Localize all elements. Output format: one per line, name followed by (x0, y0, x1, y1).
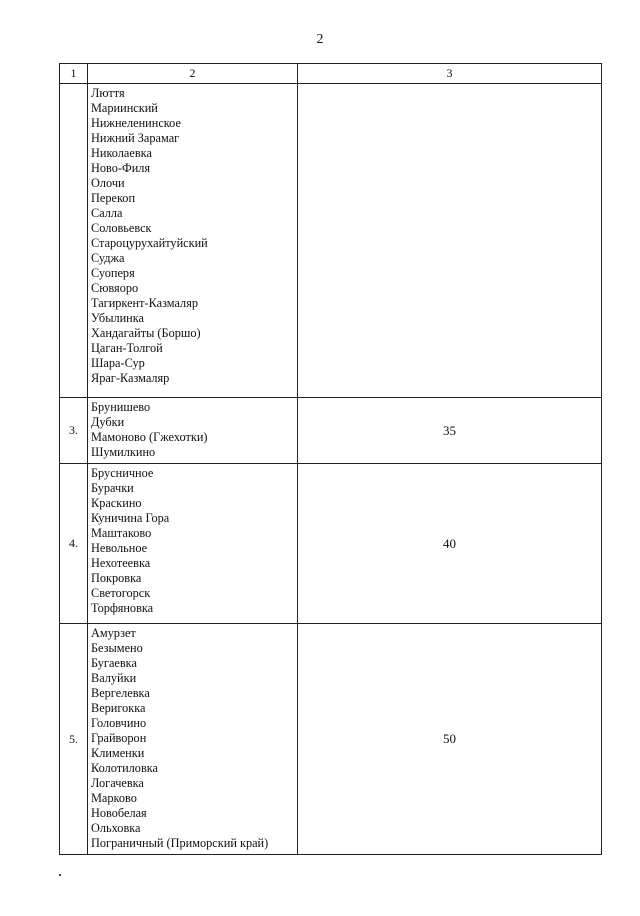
list-item: Хандагайты (Боршо) (91, 326, 201, 340)
list-item: Пограничный (Приморский край) (91, 836, 269, 850)
list-item: Суджа (91, 251, 125, 265)
page-number: 2 (316, 32, 324, 47)
list-item: Нижний Зарамаг (91, 131, 180, 145)
list-item: Клименки (91, 746, 145, 760)
list-item: Салла (91, 206, 123, 220)
list-item: Краскино (91, 496, 142, 510)
row-number: 5. (60, 624, 88, 855)
names-cell (88, 464, 298, 624)
list-item: Шара-Сур (91, 356, 145, 370)
list-item: Марково (91, 791, 137, 805)
list-item: Логачевка (91, 776, 144, 790)
list-item: Брунишево (91, 400, 151, 414)
list-item: Ольховка (91, 821, 141, 835)
list-item: Головчино (91, 716, 147, 730)
list-item: Нижнеленинское (91, 116, 181, 130)
list-item: Мариинский (91, 101, 158, 115)
list-item: Амурзет (91, 626, 136, 640)
list-item: Вергелевка (91, 686, 150, 700)
list-item: Веригокка (91, 701, 146, 715)
header-col-3: 3 (298, 64, 602, 84)
list-item: Новобелая (91, 806, 147, 820)
row-number (60, 84, 88, 398)
names-cell (88, 84, 298, 398)
list-item: Грайворон (91, 731, 147, 745)
list-item: Сювяоро (91, 281, 139, 295)
list-item: Бугаевка (91, 656, 137, 670)
header-col-2: 2 (88, 64, 298, 84)
list-item: Нехотеевка (91, 556, 151, 570)
row-number: 4. (60, 464, 88, 624)
list-item: Николаевка (91, 146, 152, 160)
list-item: Перекоп (91, 191, 136, 205)
list-item: Яраг-Казмаляр (91, 371, 170, 385)
list-item: Цаган-Толгой (91, 341, 163, 355)
list-item: Ново-Филя (91, 161, 151, 175)
table-row (60, 464, 602, 624)
list-item: Безымено (91, 641, 143, 655)
header-col-1: 1 (60, 64, 88, 84)
list-item: Покровка (91, 571, 142, 585)
table-row (60, 398, 602, 464)
list-item: Мамоново (Гжехотки) (91, 430, 208, 444)
value-cell: 35 (298, 398, 602, 464)
row-number: 3. (60, 398, 88, 464)
value-cell: 50 (298, 624, 602, 855)
list-item: Олочи (91, 176, 125, 190)
list-item: Невольное (91, 541, 148, 555)
list-item: Брусничное (91, 466, 154, 480)
list-item: Люття (91, 86, 125, 100)
list-item: Тагиркент-Казмаляр (91, 296, 198, 310)
scan-speck (59, 874, 61, 876)
value-cell (298, 84, 602, 398)
list-item: Соловьевск (91, 221, 152, 235)
table-row (60, 624, 602, 855)
names-cell (88, 624, 298, 855)
names-cell (88, 398, 298, 464)
table-header-row (60, 64, 602, 84)
list-item: Маштаково (91, 526, 152, 540)
checkpoint-table (59, 63, 602, 855)
list-item: Валуйки (91, 671, 137, 685)
list-item: Староцурухайтуйский (91, 236, 208, 250)
list-item: Дубки (91, 415, 125, 429)
list-item: Светогорск (91, 586, 151, 600)
table-row (60, 84, 602, 398)
list-item: Торфяновка (91, 601, 154, 615)
list-item: Убылинка (91, 311, 144, 325)
list-item: Куничина Гора (91, 511, 170, 525)
list-item: Шумилкино (91, 445, 156, 459)
list-item: Бурачки (91, 481, 134, 495)
list-item: Суоперя (91, 266, 135, 280)
list-item: Колотиловка (91, 761, 158, 775)
value-cell: 40 (298, 464, 602, 624)
